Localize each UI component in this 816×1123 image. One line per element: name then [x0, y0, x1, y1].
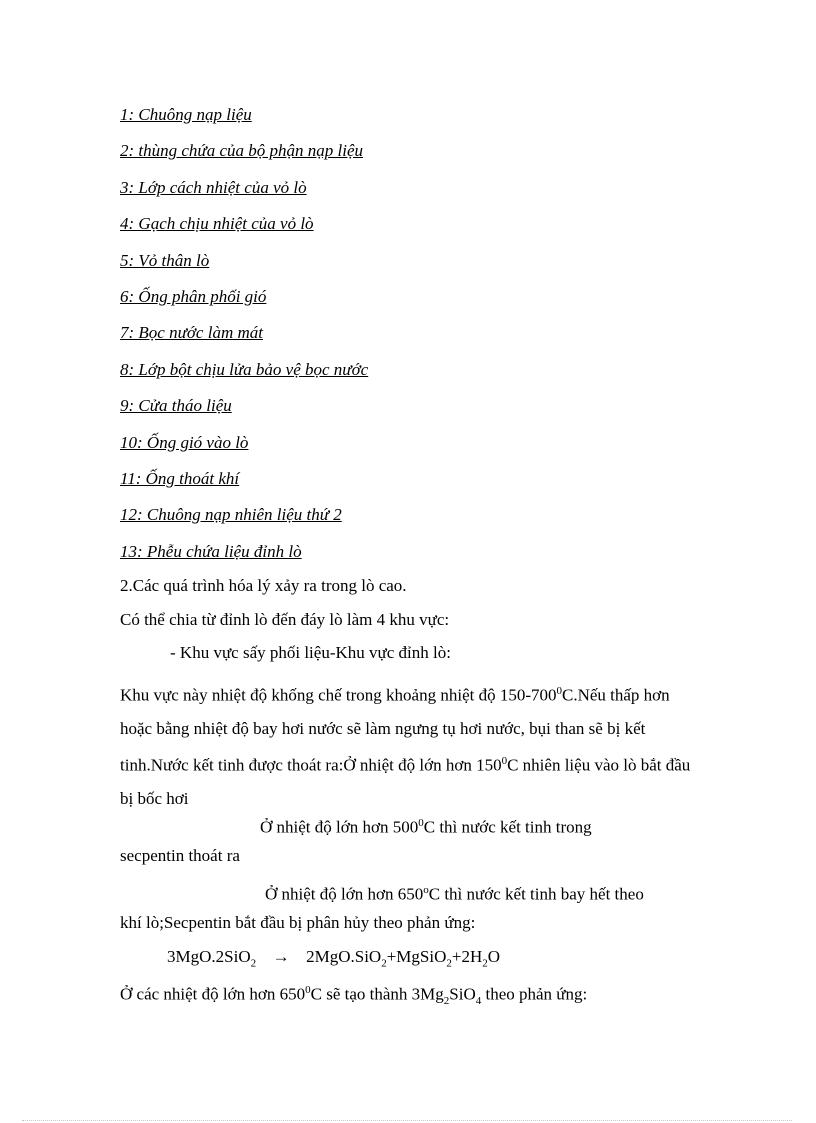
legend-item-13: 13: Phễu chứa liệu đỉnh lò [120, 541, 302, 561]
legend-item-9: 9: Cửa tháo liệu [120, 396, 232, 416]
last-sup: 0 [305, 984, 311, 996]
last-mid: C sẽ tạo thành 3Mg [310, 984, 444, 1004]
eq-lhs: 3MgO.2SiO [167, 946, 251, 966]
eq-rhs-c-sub: 2 [482, 956, 488, 969]
intro-line: Có thể chia từ đỉnh lò đến đáy lò làm 4 khu vực: [120, 609, 450, 629]
section-heading: 2.Các quá trình hóa lý xảy ra trong lò cao. [120, 576, 407, 595]
last-sub2: 4 [475, 995, 482, 1008]
eq-lhs-sub: 2 [250, 956, 257, 969]
legend-item-1: 1: Chuông nạp liệu [120, 105, 252, 124]
legend-item-4: 4: Gạch chịu nhiệt của vỏ lò [120, 214, 314, 234]
eq-rhs-a: 2MgO.SiO [306, 946, 382, 966]
legend-item-2: 2: thùng chứa của bộ phận nạp liệu [120, 141, 363, 161]
last-line [120, 976, 700, 1010]
eq-rhs-d: O [487, 946, 501, 966]
para1-post: C nhiên liệu vào lò bắt đầu bị bốc hơi [120, 755, 691, 809]
line-650 [120, 876, 700, 910]
legend-item-5: 5: Vỏ thân lò [120, 250, 210, 270]
secpentin-line: secpentin thoát ra [120, 846, 240, 865]
line-500 [120, 809, 700, 843]
legend-item-7: 7: Bọc nước làm mát [120, 323, 263, 343]
line-500-post: C thì nước kết tinh trong [423, 817, 592, 837]
line-500-pre: Ở nhiệt độ lớn hơn 500 [260, 817, 419, 837]
last-pre: Ở các nhiệt độ lớn hơn 650 [120, 984, 306, 1004]
legend-item-12: 12: Chuông nạp nhiên liệu thứ 2 [120, 505, 342, 525]
arrow-right-icon: → [272, 946, 290, 966]
legend-item-8: 8: Lớp bột chịu lửa bảo vệ bọc nước [120, 359, 369, 379]
last-mid2: SiO [449, 984, 476, 1004]
legend-item-6: 6: Ống phân phối gió [120, 286, 267, 306]
para1-pre: Khu vực này nhiệt độ khống chế trong khoảng nhiệt độ 150-700 [120, 685, 557, 705]
zone-title: - Khu vực sấy phối liệu-Khu vực đỉnh lò: [170, 643, 451, 662]
eq-rhs-b: +MgSiO [386, 946, 447, 966]
legend-item-11: 11: Ống thoát khí [120, 468, 240, 488]
paragraph-zone-description [120, 675, 700, 809]
line-500-sup: 0 [418, 816, 424, 829]
figure-legend-list [120, 101, 368, 574]
eq-rhs-a-sub: 2 [381, 956, 387, 969]
para1-sup2: 0 [501, 755, 508, 768]
footer-divider [22, 1120, 792, 1121]
para1-sup1: 0 [556, 684, 562, 697]
eq-rhs-b-sub: 2 [446, 956, 452, 969]
legend-item-10: 10: Ống gió vào lò [120, 432, 249, 452]
body-text [120, 572, 700, 1010]
khi-lo-line: khí lò;Secpentin bắt đầu bị phân hủy theo phản ứng: [120, 913, 476, 932]
eq-rhs-c: +2H [451, 946, 483, 966]
last-post: theo phản ứng: [481, 984, 588, 1004]
last-sub1: 2 [443, 995, 450, 1008]
reaction-equation [120, 943, 700, 977]
para1-mid: C.Nếu thấp hơn hoặc bằng nhiệt độ bay hơi nước sẽ làm ngưng tụ hơi nước, bụi than sẽ bị kết tinh.Nước kết tinh được thoát ra:Ở nhiệt độ lớn hơn 150 [120, 685, 670, 775]
legend-item-3: 3: Lớp cách nhiệt của vỏ lò [120, 177, 307, 197]
line-650-pre: Ở nhiệt độ lớn hơn 650 [265, 884, 424, 904]
line-650-sup: o [423, 883, 429, 896]
line-650-post: C thì nước kết tinh bay hết theo [428, 884, 644, 904]
